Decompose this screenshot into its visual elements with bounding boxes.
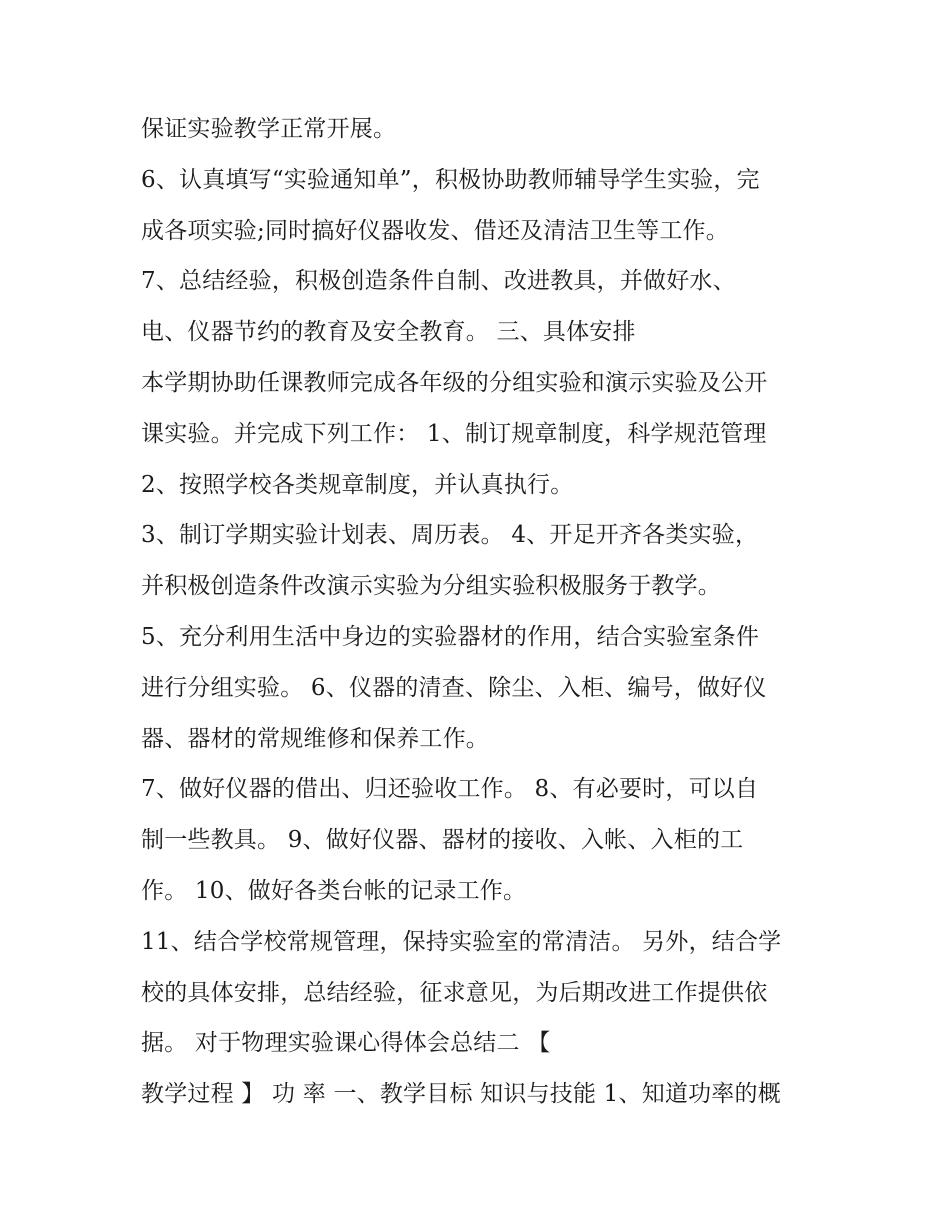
text-line: 6、认真填写“实验通知单”，积极协助教师辅导学生实验，完 <box>141 166 760 193</box>
text-line: 7、总结经验，积极创造条件自制、改进教具，并做好水、 <box>141 268 736 295</box>
body-text <box>141 104 821 1120</box>
text-line: 5、充分利用生活中身边的实验器材的作用，结合实验室条件 <box>141 623 760 650</box>
text-line: 制一些教具。 9、做好仪器、器材的接收、入帐、入柜的工 <box>141 827 744 854</box>
text-line: 进行分组实验。 6、仪器的清查、除尘、入柜、编号，做好仪 <box>141 674 767 701</box>
text-line: 并积极创造条件改演示实验为分组实验积极服务于教学。 <box>141 573 721 600</box>
text-line: 7、做好仪器的借出、归还验收工作。 8、有必要时，可以自 <box>141 776 759 803</box>
text-line: 电、仪器节约的教育及安全教育。 三、具体安排 <box>141 319 636 346</box>
text-line: 本学期协助任课教师完成各年级的分组实验和演示实验及公开 <box>141 369 768 396</box>
text-line: 保证实验教学正常开展。 <box>141 116 397 142</box>
text-line: 成各项实验;同时搞好仪器收发、借还及清洁卫生等工作。 <box>141 217 729 244</box>
text-line: 据。 对于物理实验课心得体会总结二 【 <box>141 1030 551 1057</box>
text-line: 校的具体安排，总结经验，征求意见，为后期改进工作提供依 <box>141 979 768 1006</box>
text-line: 课实验。并完成下列工作： 1、制订规章制度，科学规范管理 <box>141 420 767 447</box>
text-line: 器、器材的常规维修和保养工作。 <box>141 725 489 752</box>
text-line: 11、结合学校常规管理，保持实验室的常清洁。 另外，结合学 <box>141 928 782 955</box>
text-line: 2、按照学校各类规章制度，并认真执行。 <box>141 471 574 498</box>
text-line: 3、制订学期实验计划表、周历表。 4、开足开齐各类实验， <box>141 522 759 549</box>
text-line: 作。 10、做好各类台帐的记录工作。 <box>141 877 527 904</box>
text-line: 教学过程 】 功 率 一、教学目标 知识与技能 1、知道功率的概 <box>141 1081 781 1108</box>
